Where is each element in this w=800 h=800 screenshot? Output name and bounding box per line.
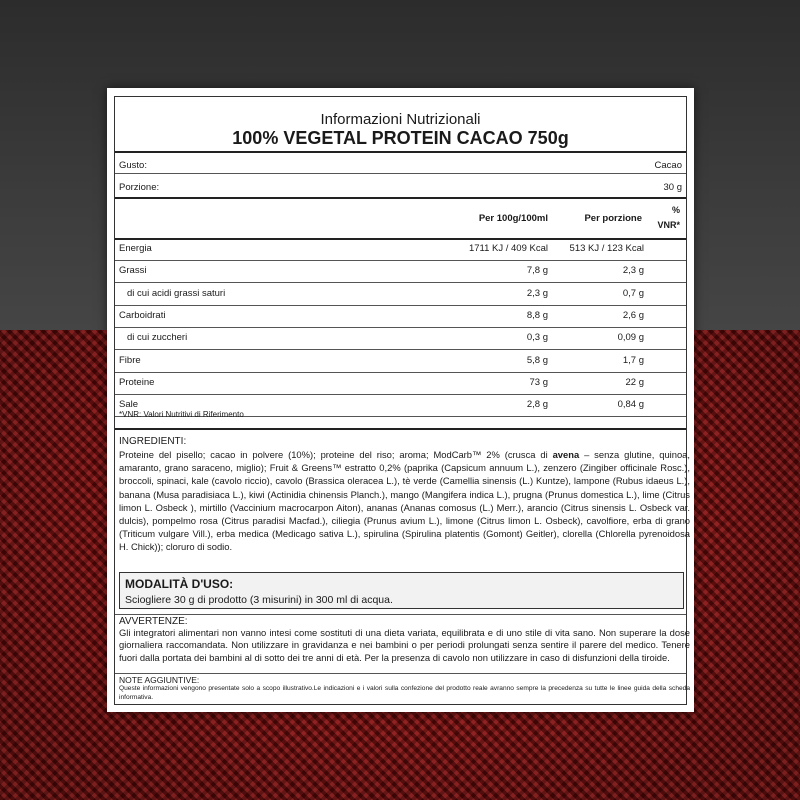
divider [115, 349, 686, 350]
ingredienti-title: INGREDIENTI: [119, 436, 187, 447]
divider [115, 614, 686, 615]
nutrient-per-portion: 0,7 g [622, 287, 644, 299]
nutrient-name: Carboidrati [119, 309, 166, 321]
divider [115, 327, 686, 328]
divider [115, 197, 686, 199]
nutrient-per-portion: 2,3 g [622, 265, 644, 277]
allergen-highlight: avena [552, 449, 580, 460]
nutrient-name: Fibre [119, 354, 141, 366]
porzione-label: Porzione: [119, 182, 160, 193]
nutrient-per100: 8,8 g [526, 309, 548, 321]
divider [115, 428, 686, 430]
col-header-vnr: % VNR* [657, 205, 680, 230]
nutrient-per100: 5,8 g [526, 354, 548, 366]
nutrient-name: Grassi [119, 265, 147, 277]
divider [115, 238, 686, 240]
nutrient-name: Sale [119, 399, 139, 411]
nutrient-per-portion: 0,09 g [617, 332, 644, 344]
nutrient-name: di cui acidi grassi saturi [127, 287, 226, 299]
divider [115, 173, 686, 174]
nutrition-label-frame [114, 96, 690, 705]
label-title: Informazioni Nutrizionali [320, 111, 481, 128]
gusto-label: Gusto: [119, 160, 147, 171]
porzione-value: 30 g [663, 182, 682, 193]
note-title: NOTE AGGIUNTIVE: [119, 675, 200, 685]
modalita-box [119, 572, 684, 609]
nutrient-per100: 1711 KJ / 409 Kcal [468, 243, 548, 254]
nutrient-per-portion: 22 g [625, 376, 644, 388]
nutrition-label-card [107, 88, 694, 712]
nutrient-per100: 7,8 g [526, 265, 548, 277]
nutrient-name: Proteine [119, 376, 155, 388]
nutrient-per100: 2,3 g [526, 287, 548, 299]
avvertenze-title: AVVERTENZE: [119, 616, 188, 627]
vnr-footnote: *VNR: Valori Nutritivi di Riferimento [119, 410, 244, 419]
nutrient-per-portion: 0,84 g [617, 399, 644, 411]
nutrient-per100: 2,8 g [526, 399, 548, 411]
modalita-title: MODALITÀ D'USO: [125, 577, 234, 591]
nutrient-per-portion: 2,6 g [622, 309, 644, 321]
gusto-value: Cacao [654, 160, 682, 171]
divider [115, 151, 686, 153]
col-header-porzione: Per porzione [584, 213, 642, 224]
nutrient-per-portion: 1,7 g [622, 354, 644, 366]
divider [115, 305, 686, 306]
note-text: Queste informazioni vengono presentate solo a scopo illustrativo.Le indicazioni e i valori sulla confezione del prodotto reale avranno sempre la precedenza su tutte le linee guida della scheda informativa. [119, 685, 690, 701]
divider [115, 372, 686, 373]
nutrient-per100: 0,3 g [526, 332, 548, 344]
divider [115, 260, 686, 261]
nutrient-per-portion: 513 KJ / 123 Kcal [569, 243, 644, 254]
divider [115, 394, 686, 395]
product-name: 100% VEGETAL PROTEIN CACAO 750g [232, 128, 569, 148]
nutrient-name: Energia [119, 243, 152, 254]
avvertenze-text: Gli integratori alimentari non vanno intesi come sostituti di una dieta variata, equilibrata e di uno stile di vita sano. Non superare la dose giornaliera raccomandata. Non utilizzare in gravidanza e nei bambini o per periodi prolungati senza sentire il parere del medico. Tenere fuori dalla portata dei bambini al di sotto dei tre anni di età. Per la presenza di cavolo non utilizzare in caso di disfunzioni della tiroide. [119, 627, 690, 663]
nutrient-name: di cui zuccheri [127, 332, 188, 344]
nutrient-per100: 73 g [529, 376, 548, 388]
divider [115, 673, 686, 674]
divider [115, 282, 686, 283]
ingredienti-text: Proteine del pisello; cacao in polvere (10%); proteine del riso; aroma; ModCarb™ 2% (crusca di avena – senza glutine, quinoa, amaranto, grano saraceno, miglio); Fruit & Greens™ estratto 0,2% (paprika (Capsicum annuum L.), zenzero (Zingiber officinale Rosc.), broccoli, spinaci, kale (cavolo riccio), cavolo (Brassica oleracea L.), tè verde (Camellia sinensis (L.) Kuntze), lampone (Rubus idaeus L.), banana (Musa paradisiaca L.), kiwi (Actinidia chinensis Planch.), mango (Mangifera indica L.), prugna (Prunus domestica L.), lime (Citrus limon L. Osbeck ), mirtillo (Vaccinium macrocarpon Aiton), ananas (Ananas comosus (L.) Merr.), arancio (Citrus sinensis L. Osbeck var. dulcis), pompelmo rosa (Citrus paradisi Macfad.), ciliegia (Prunus avium L.), limone (Citrus limon L. Osbeck), cavolfiore, erba di grano (Triticum vulgare Vill.), erba medica (Medicago sativa L.), spirulina (Spirulina platentis (Gomont) Geitler), clorella (Chlorella pyrenoidosa H. Chick)); cloruro di sodio. [119, 449, 690, 553]
modalita-text: Sciogliere 30 g di prodotto (3 misurini) in 300 ml di acqua. [125, 594, 393, 606]
col-header-per100: Per 100g/100ml [478, 213, 548, 224]
